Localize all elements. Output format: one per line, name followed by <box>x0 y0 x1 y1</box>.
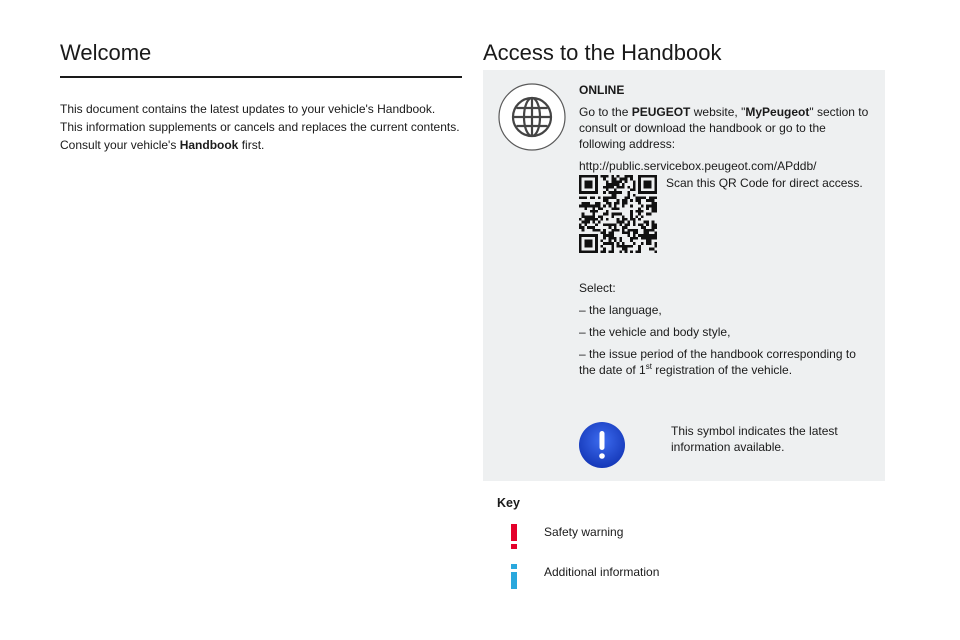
handbook-bold: Handbook <box>179 138 239 152</box>
welcome-line-2: This information supplements or cancels and replaces the current contents. <box>60 120 460 134</box>
list-item: – the language, <box>579 303 662 317</box>
access-title: Access to the Handbook <box>483 40 722 65</box>
title-rule <box>60 76 462 78</box>
additional-information-label: Additional information <box>544 565 660 579</box>
online-panel <box>483 70 885 481</box>
select-label: Select: <box>579 281 616 295</box>
online-paragraph: Go to the PEUGEOT website, "MyPeugeot" section to consult or download the handbook or go to the following address: <box>579 105 869 151</box>
access-section <box>483 38 885 68</box>
information-icon <box>508 564 520 590</box>
online-label: ONLINE <box>579 83 625 97</box>
list-item: – the vehicle and body style, <box>579 325 731 339</box>
welcome-section <box>60 38 462 154</box>
brand-bold: PEUGEOT <box>631 105 691 119</box>
globe-icon <box>498 83 566 151</box>
safety-warning-label: Safety warning <box>544 525 624 539</box>
welcome-line-1: This document contains the latest updates to your vehicle's Handbook. <box>60 102 436 116</box>
welcome-title: Welcome <box>60 40 152 65</box>
safety-warning-icon <box>508 524 520 550</box>
welcome-line-3: Consult your vehicle's Handbook first. <box>60 138 265 152</box>
qr-code[interactable] <box>579 175 657 253</box>
key-title: Key <box>497 496 520 510</box>
qr-caption: Scan this QR Code for direct access. <box>666 176 863 190</box>
section-bold: MyPeugeot <box>745 105 810 119</box>
welcome-text <box>60 100 462 154</box>
symbol-description: This symbol indicates the latest information available. <box>671 424 838 454</box>
key-safety-row <box>508 524 808 552</box>
list-item: – the issue period of the handbook corresponding to the date of 1st registration of the vehicle. <box>579 347 856 377</box>
handbook-url[interactable]: http://public.servicebox.peugeot.com/APddb/ <box>579 159 817 173</box>
select-list <box>579 280 875 378</box>
key-info-row <box>508 564 808 592</box>
online-text <box>579 82 875 180</box>
exclamation-icon <box>579 422 625 468</box>
